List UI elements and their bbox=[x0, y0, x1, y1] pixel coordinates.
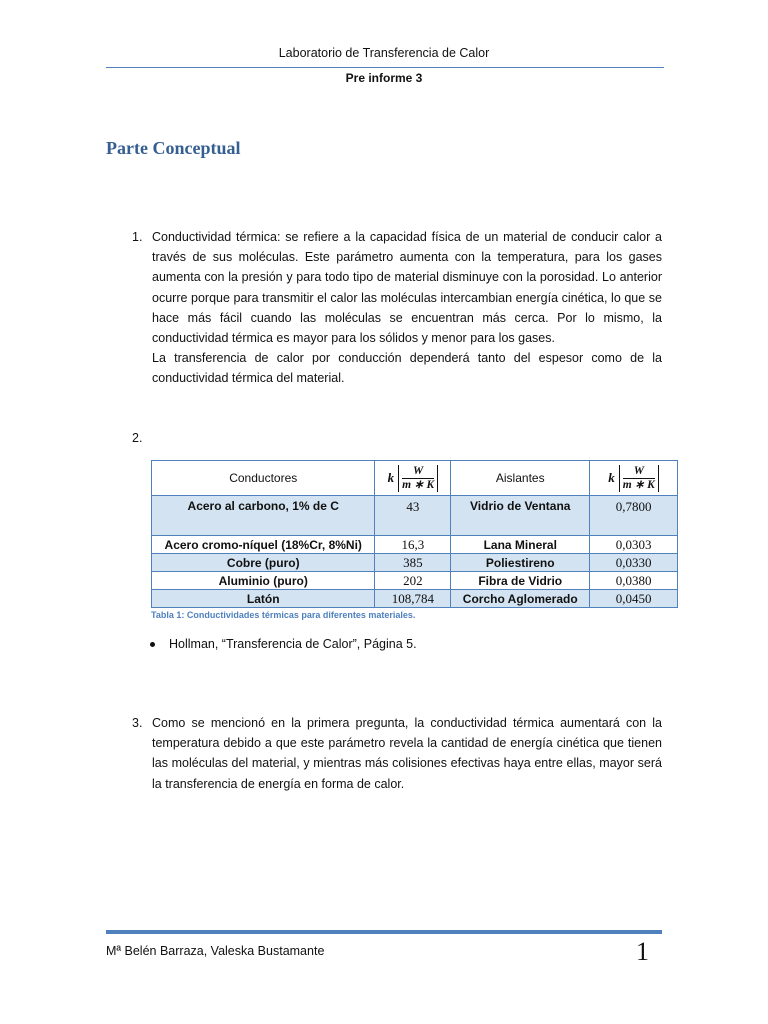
paragraph: La transferencia de calor por conducción dependerá tanto del espesor como de la conductividad térmica del material. bbox=[152, 351, 662, 386]
table-cell: 0,0380 bbox=[590, 572, 678, 590]
reference-bullet bbox=[150, 637, 417, 651]
table-cell: Corcho Aglomerado bbox=[451, 590, 590, 608]
table-cell: 385 bbox=[375, 554, 451, 572]
bullet-icon bbox=[150, 642, 155, 647]
table-cell: Latón bbox=[152, 590, 375, 608]
table-cell: Poliestireno bbox=[451, 554, 590, 572]
table-cell: 0,0330 bbox=[590, 554, 678, 572]
paragraph: Como se mencionó en la primera pregunta, la conductividad térmica aumentará con la temperatura debido a que este parámetro revela la cantidad de energía cinética que tienen las moléculas del material, y mientras más colisiones efectivas haya entre ellas, mayor será la transferencia de energía en forma de calor. bbox=[152, 716, 662, 791]
header-aislantes: Aislantes bbox=[451, 461, 590, 496]
list-item-number: 3. bbox=[132, 716, 143, 730]
page-number: 1 bbox=[636, 937, 649, 966]
table-cell: 108,784 bbox=[375, 590, 451, 608]
reference-text: Hollman, “Transferencia de Calor”, Página 5. bbox=[169, 637, 417, 651]
table-cell: Acero cromo-níquel (18%Cr, 8%Ni) bbox=[152, 536, 375, 554]
header-k-conductores: k W m ∗ K bbox=[375, 461, 451, 496]
footer-rule bbox=[106, 930, 662, 934]
list-item-number: 2. bbox=[132, 431, 143, 445]
table-row bbox=[152, 590, 678, 608]
list-item-number: 1. bbox=[132, 230, 143, 244]
list-item-1 bbox=[132, 227, 662, 389]
header-title: Laboratorio de Transferencia de Calor bbox=[278, 46, 490, 60]
table-cell: 0,0303 bbox=[590, 536, 678, 554]
list-item-3 bbox=[132, 713, 662, 794]
header-rule bbox=[106, 67, 664, 68]
paragraph: Conductividad térmica: se refiere a la capacidad física de un material de conducir calor a través de sus moléculas. Este parámetro aumenta con la temperatura, para los gases aumenta con la presión y para todo tipo de material disminuye con la porosidad. Lo anterior ocurre porque para transmitir el calor las moléculas intercambian energía cinética, lo que se hace más fácil cuando las moléculas se encuentran más cerca. Por lo mismo, la conductividad térmica es mayor para los sólidos y menor para los gases. bbox=[152, 230, 662, 346]
table-row bbox=[152, 536, 678, 554]
header-subtitle: Pre informe 3 bbox=[345, 71, 423, 85]
table-cell: Lana Mineral bbox=[451, 536, 590, 554]
table-cell: Cobre (puro) bbox=[152, 554, 375, 572]
header-conductores: Conductores bbox=[152, 461, 375, 496]
table-row bbox=[152, 572, 678, 590]
table-cell: 16,3 bbox=[375, 536, 451, 554]
conductivity-table bbox=[151, 460, 678, 608]
table-cell: 0,7800 bbox=[590, 496, 678, 536]
table-cell: Aluminio (puro) bbox=[152, 572, 375, 590]
table-caption: Tabla 1: Conductividades térmicas para diferentes materiales. bbox=[151, 610, 416, 620]
table-cell: 43 bbox=[375, 496, 451, 536]
header-k-aislantes: k W m ∗ K bbox=[590, 461, 678, 496]
section-title: Parte Conceptual bbox=[106, 138, 241, 158]
table-row bbox=[152, 496, 678, 536]
table-cell: 202 bbox=[375, 572, 451, 590]
table-header-row bbox=[152, 461, 678, 496]
table-cell: Acero al carbono, 1% de C bbox=[152, 496, 375, 536]
footer-authors: Mª Belén Barraza, Valeska Bustamante bbox=[106, 944, 325, 958]
table-row bbox=[152, 554, 678, 572]
table-cell: Vidrio de Ventana bbox=[451, 496, 590, 536]
table-cell: 0,0450 bbox=[590, 590, 678, 608]
table-cell: Fibra de Vidrio bbox=[451, 572, 590, 590]
